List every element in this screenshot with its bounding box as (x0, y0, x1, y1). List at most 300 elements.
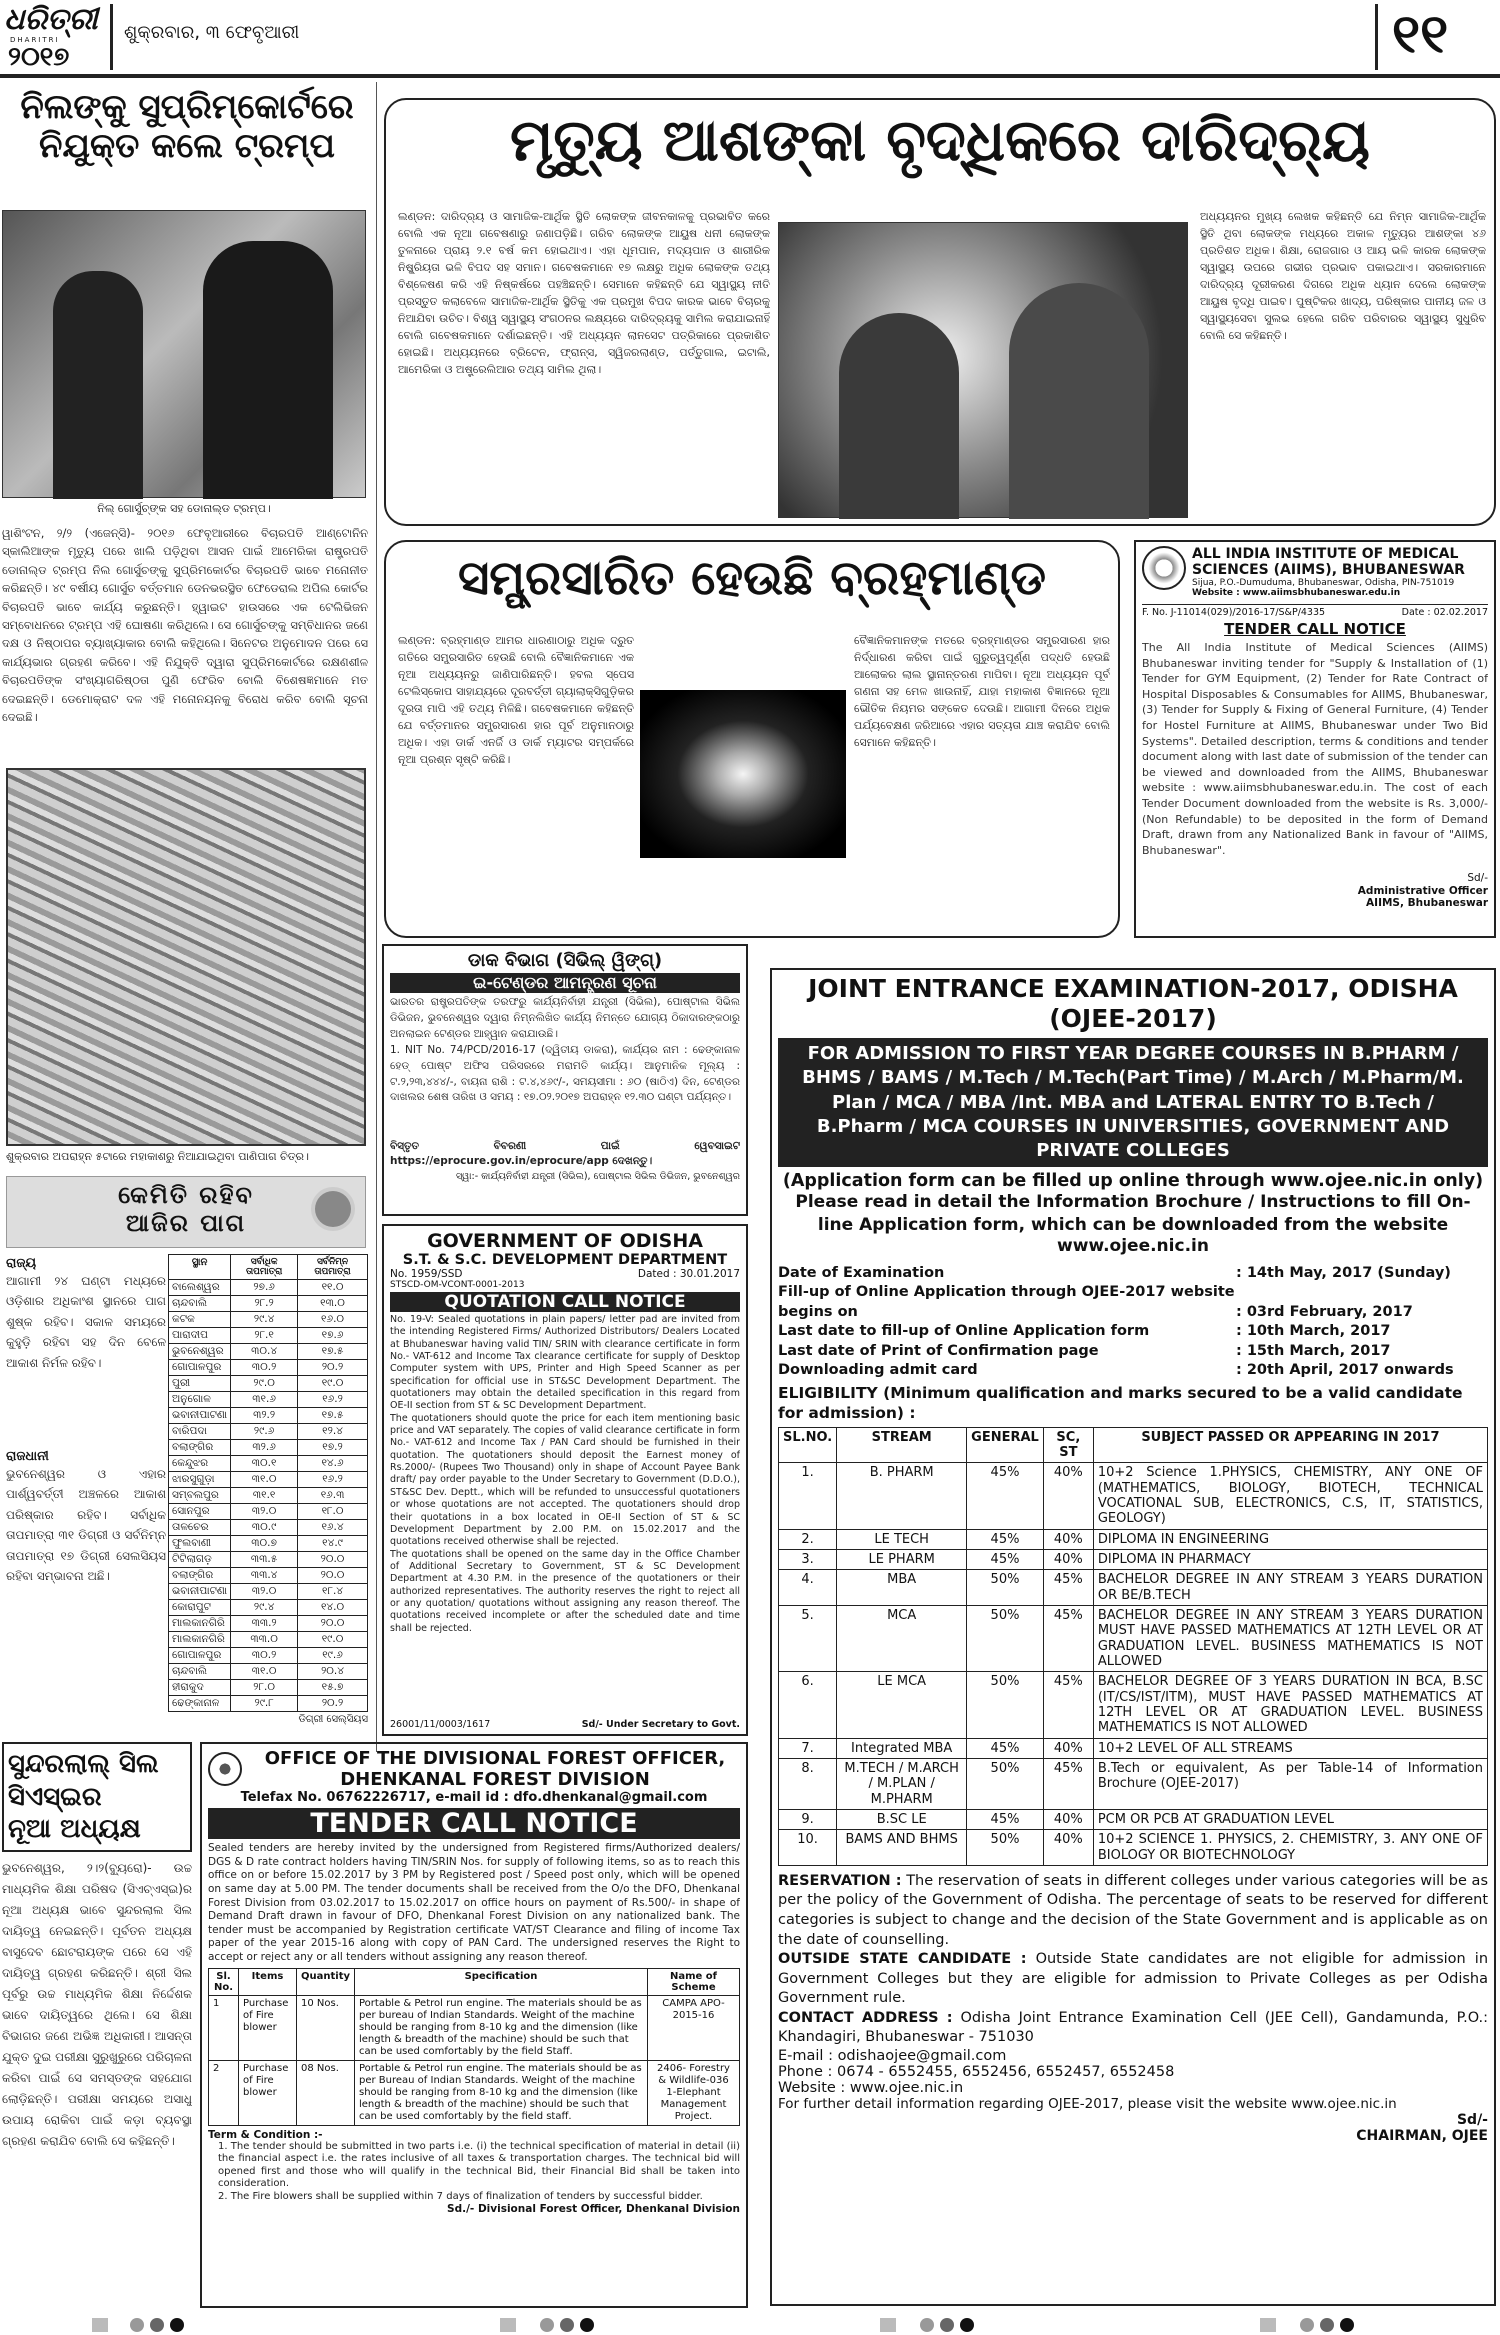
registration-dot (1340, 2318, 1354, 2332)
weather-table (168, 1254, 368, 1712)
ojee-cell: M.TECH / M.ARCH / M.PLAN / M.PHARM (837, 1758, 967, 1809)
ojee-title-2: (OJEE-2017) (1049, 1004, 1217, 1033)
weather-row (169, 1584, 368, 1600)
weather-max: ୩୨.୬ (231, 1440, 298, 1456)
aiims-signature (1142, 872, 1488, 910)
ojee-th: SL.NO. (779, 1428, 837, 1463)
weather-max: ୩୦.୯ (231, 1520, 298, 1536)
weather-row (169, 1360, 368, 1376)
weather-row (169, 1456, 368, 1472)
ojee-th: GENERAL (967, 1428, 1044, 1463)
weather-row (169, 1296, 368, 1312)
weather-row (169, 1696, 368, 1712)
weather-min: ୧୨.୪ (298, 1424, 368, 1440)
gorsuch-headline-2: ନିଯୁକ୍ତ କଲେ ଟ୍ରମ୍ପ (39, 126, 335, 167)
dfo-term: 2. The Fire blowers shall be supplied within 7 days of finalization of tenders by successful bidder. (218, 2190, 703, 2202)
ojee-cell: 50% (967, 1672, 1044, 1738)
trump-gorsuch-photo (2, 210, 366, 498)
stsc-ref: STSCD-OM-VCONT-0001-2013 (390, 1280, 525, 1290)
ojee-phone: Phone : 0674 - 6552455, 6552456, 6552457, 6552458 (778, 2063, 1175, 2080)
aiims-notice (1134, 540, 1496, 938)
ojee-contact: Odisha Joint Entrance Examination Cell (JEE Cell), Gandamunda, P.O.: Khandagiri, Bhubaneswar - 751030 (778, 2009, 1488, 2046)
weather-max: ୨୮.୨ (231, 1296, 298, 1312)
aiims-org-2: SCIENCES (AIIMS), BHUBANESWAR (1192, 562, 1465, 578)
weather-row (169, 1392, 368, 1408)
weather-place: ମାଲକାନଗିରି (169, 1632, 231, 1648)
stsc-footer (390, 1719, 740, 1730)
weather-place: ଭୁବନେଶ୍ୱର (169, 1344, 231, 1360)
ojee-cell: 50% (967, 1758, 1044, 1809)
weather-min: ୧୯.୦ (298, 1376, 368, 1392)
weather-min: ୧୭.୫ (298, 1344, 368, 1360)
emblem-icon (208, 1752, 242, 1786)
ojee-read: Please read in detail the Information Brochure / Instructions to fill On-line Application form, which can be downloaded from the website (795, 1192, 1471, 1235)
masthead-dateline: ଶୁକ୍ରବାର, ୩ ଫେବୃଆରୀ (124, 22, 300, 43)
universe-story (384, 540, 1120, 938)
dfo-row (209, 1995, 740, 2060)
ojee-cell: 45% (1043, 1758, 1093, 1809)
weather-place: ଗୋପାଳପୁର (169, 1648, 231, 1664)
weather-max: ୩୨.୨ (231, 1408, 298, 1424)
ojee-cell: 3. (779, 1549, 837, 1569)
ojee-date-value: : 15th March, 2017 (1236, 1342, 1391, 1359)
weather-max: ୩୧.୬ (231, 1392, 298, 1408)
weather-place: ଅନୁଗୋଳ (169, 1392, 231, 1408)
ojee-advertisement (770, 968, 1496, 2306)
poverty-col-1: ଲଣ୍ଡନ: ଦାରିଦ୍ର୍ୟ ଓ ସାମାଜିକ-ଆର୍ଥିକ ସ୍ଥିତି ଲୋକଙ୍କ ଜୀବନକାଳକୁ ପ୍ରଭାବିତ କରେ ବୋଲି ଏକ ନୂଆ ଗବେଷଣାରୁ ଜଣାପଡ଼ିଛି। ଗରିବ ଲୋକଙ୍କ ଆୟୁଷ ଧନୀ ଲୋକଙ୍କ ତୁଳନାରେ ପ୍ରାୟ ୨.୧ ବର୍ଷ କମ ହୋଇଥାଏ। ଏହା ଧୂମପାନ, ମଦ୍ୟପାନ ଓ ଶାରୀରିକ ନିଷ୍କ୍ରିୟତା ଭଳି ବିପଦ ସହ ସମାନ। ଗବେଷକମାନେ ୧୭ ଲକ୍ଷରୁ ଅଧିକ ଲୋକଙ୍କ ତଥ୍ୟ ବିଶ୍ଳେଷଣ କରି ଏହି ନିଷ୍କର୍ଷରେ ପହଞ୍ଚିଛନ୍ତି। ସେମାନେ କହିଛନ୍ତି ଯେ ସ୍ୱାସ୍ଥ୍ୟ ନୀତି ପ୍ରସ୍ତୁତ କଲାବେଳେ ସାମାଜିକ-ଆର୍ଥିକ ସ୍ଥିତିକୁ ଏକ ପ୍ରମୁଖ ବିପଦ କାରକ ଭାବେ ବିଚାରକୁ ନିଆଯିବା ଉଚିତ। ବିଶ୍ୱ ସ୍ୱାସ୍ଥ୍ୟ ସଂଗଠନର ଲକ୍ଷ୍ୟରେ ଦାରିଦ୍ର୍ୟକୁ ସାମିଲ କରାଯାଇନାହିଁ ବୋଲି ଗବେଷକମାନେ ଦର୍ଶାଇଛନ୍ତି। ଏହି ଅଧ୍ୟୟନ ଲାନସେଟ ପତ୍ରିକାରେ ପ୍ରକାଶିତ ହୋଇଛି। ଅଧ୍ୟୟନରେ ବ୍ରିଟେନ, ଫ୍ରାନ୍ସ, ସ୍ୱିଜରଲାଣ୍ଡ, ପର୍ତ୍ତୁଗାଲ, ଇଟାଲି, ଆମେରିକା ଓ ଅଷ୍ଟ୍ରେଲିଆର ତଥ୍ୟ ସାମିଲ ଥିଲା। (398, 210, 770, 377)
weather-max: ୩୨.୦ (231, 1584, 298, 1600)
weather-max: ୨୯.୦ (231, 1376, 298, 1392)
universe-col-2: ବୈଜ୍ଞାନିକମାନଙ୍କ ମତରେ ବ୍ରହ୍ମାଣ୍ଡର ସମ୍ପ୍ରସାରଣ ହାର ନିର୍ଦ୍ଧାରଣ କରିବା ପାଇଁ ଗୁରୁତ୍ୱପୂର୍ଣ୍ଣ ପଦ୍ଧତି ହେଉଛି ଆଲୋକର ଲାଲ ସ୍ଥାନାନ୍ତରଣ ମାପିବା। ନୂଆ ଅଧ୍ୟୟନ ପୂର୍ବ ଗଣନା ସହ ମେଳ ଖାଉନାହିଁ, ଯାହା ମହାକାଶ ବିଜ୍ଞାନରେ ନୂଆ ଭୌତିକ ନିୟମର ସଙ୍କେତ ଦେଉଛି। ଆଗାମୀ ଦିନରେ ଅଧିକ ପର୍ଯ୍ୟବେକ୍ଷଣ ଜରିଆରେ ଏହାର ସତ୍ୟତା ଯାଞ୍ଚ କରାଯିବ ବୋଲି ସେମାନେ କହିଛନ୍ତି। (854, 634, 1110, 750)
stsc-foot-right: Sd/- Under Secretary to Govt. (581, 1719, 740, 1730)
ojee-cell: 45% (967, 1549, 1044, 1569)
weather-max: ୩୩.୪ (231, 1568, 298, 1584)
weather-min: ୧୪.୬ (298, 1456, 368, 1472)
weather-min: ୧୬.୪ (298, 1520, 368, 1536)
ojee-cell: DIPLOMA IN ENGINEERING (1093, 1529, 1487, 1549)
universe-col-1: ଲଣ୍ଡନ: ବ୍ରହ୍ମାଣ୍ଡ ଆମର ଧାରଣାଠାରୁ ଅଧିକ ଦ୍ରୁତ ଗତିରେ ସମ୍ପ୍ରସାରିତ ହେଉଛି ବୋଲି ବୈଜ୍ଞାନିକମାନେ ଏକ ନୂଆ ଅଧ୍ୟୟନରୁ ଜାଣିପାରିଛନ୍ତି। ହବଲ ସ୍ପେସ ଟେଲିସ୍କୋପ ସାହାଯ୍ୟରେ ଦୂରବର୍ତ୍ତୀ ଗ୍ୟାଲାକ୍ସିଗୁଡ଼ିକର ଦୂରତା ମାପି ଏହି ତଥ୍ୟ ମିଳିଛି। ଗବେଷକମାନେ କହିଛନ୍ତି ଯେ ବର୍ତ୍ତମାନର ସମ୍ପ୍ରସାରଣ ହାର ପୂର୍ବ ଅନୁମାନଠାରୁ ଅଧିକ। ଏହା ଡାର୍କ ଏନର୍ଜି ଓ ଡାର୍କ ମ୍ୟାଟର ସମ୍ପର୍କରେ ନୂଆ ପ୍ରଶ୍ନ ସୃଷ୍ଟି କରିଛି। (398, 634, 634, 767)
weather-place: ବଲାଙ୍ଗିର (169, 1440, 231, 1456)
ojee-date-value: : 03rd February, 2017 (1236, 1303, 1413, 1320)
ojee-row (779, 1830, 1488, 1866)
ojee-cell: 45% (1043, 1605, 1093, 1671)
dfo-th: Sl. No. (209, 1968, 239, 1995)
aiims-logo-icon (1142, 546, 1186, 590)
ojee-cell: LE MCA (837, 1672, 967, 1738)
weather-max: ୩୦.୨ (231, 1360, 298, 1376)
weather-place: ବାଲେଶ୍ୱର (169, 1280, 231, 1296)
weather-state-label: ରାଜ୍ୟ (6, 1256, 37, 1271)
dfo-th: Specification (355, 1968, 648, 1995)
ojee-cell: B. PHARM (837, 1463, 967, 1529)
weather-min: ୧୬.୦ (298, 1312, 368, 1328)
ojee-row (779, 1570, 1488, 1606)
column-rule-1 (376, 82, 377, 1752)
ojee-cell: 40% (1043, 1529, 1093, 1549)
weather-min: ୧୯.୦ (298, 1632, 368, 1648)
ojee-date-label: begins on (778, 1303, 858, 1320)
poverty-story (384, 98, 1496, 526)
weather-row (169, 1376, 368, 1392)
dfo-title: TENDER CALL NOTICE (208, 1808, 740, 1839)
sil-headline-1: ସୁନ୍ଦରଲାଲ୍ ସିଲ (8, 1749, 159, 1779)
poverty-headline: ମୃତ୍ୟୁ ଆଶଙ୍କା ବୃଦ୍ଧିକରେ ଦାରିଦ୍ର୍ୟ (510, 106, 1370, 174)
stsc-dated: Dated : 30.01.2017 (637, 1268, 740, 1280)
photo-figure-right (203, 241, 333, 499)
ojee-cell: 40% (1043, 1830, 1093, 1866)
weather-section (2, 764, 370, 1724)
ojee-date-value: : 20th April, 2017 onwards (1236, 1362, 1454, 1379)
dfo-contact: Telefax No. 06762226717, e-mail id : dfo.dhenkanal@gmail.com (240, 1790, 708, 1805)
ojee-cell: 9. (779, 1809, 837, 1829)
weather-max: ୨୮.୧ (231, 1328, 298, 1344)
ojee-outside-label: OUTSIDE STATE CANDIDATE : (778, 1951, 1027, 1968)
ojee-cell: 40% (1043, 1463, 1093, 1529)
weather-place: ପାରାଦୀପ (169, 1328, 231, 1344)
ojee-cell: LE PHARM (837, 1549, 967, 1569)
ojee-dates (778, 1264, 1488, 1381)
masthead-divider-right (1375, 4, 1378, 70)
postal-sign: ସ୍ୱା:- କାର୍ଯ୍ୟନିର୍ବାହୀ ଯନ୍ତ୍ରୀ (ସିଭିଲ), ପୋଷ୍ଟାଲ ସିଭିଲ ଡିଭିଜନ, ଭୁବନେଶ୍ୱର (455, 1171, 740, 1182)
registration-dot (1320, 2318, 1334, 2332)
stsc-body-3: The quotations shall be opened on the same day in the Office Chamber of Additional Secretary to Government, ST & SC Development Department at 4.30 P.M. in the presence of the quotationers or their authorized representatives. The authority reserves the right to reject all or any quotation/ quotations without assigning any reason thereof. The quotations received incomplete or after the scheduled date and time shall be rejected. (390, 1548, 740, 1634)
ojee-cell: BACHELOR DEGREE IN ANY STREAM 3 YEARS DURATION MUST HAVE PASSED MATHEMATICS AT 12TH LEVEL OR AT GRADUATION LEVEL. BUSINESS MATHEMATICS IS NOT ALLOWED (1093, 1605, 1487, 1671)
weather-place: ଫୁଲବାଣୀ (169, 1536, 231, 1552)
ojee-title-1: JOINT ENTRANCE EXAMINATION-2017, ODISHA (808, 974, 1458, 1003)
weather-max: ୩୦.୨ (231, 1648, 298, 1664)
weather-place: ବାରିପଦା (169, 1424, 231, 1440)
aiims-file-no: F. No. J-11014(029)/2016-17/S&P/4335 (1142, 607, 1326, 618)
weather-row (169, 1472, 368, 1488)
weather-place: ମାଲକାନଗିରି (169, 1616, 231, 1632)
weather-max: ୩୩.୦ (231, 1632, 298, 1648)
weather-row (169, 1520, 368, 1536)
weather-table-wrap (168, 1254, 368, 1725)
ojee-cell: B.SC LE (837, 1809, 967, 1829)
weather-th-min: ସର୍ବନିମ୍ନ ତାପମାତ୍ରା (298, 1255, 368, 1280)
weather-heading-2: ଆଜିର ପାଗ (125, 1209, 247, 1237)
postal-intro: ଭାରତର ରାଷ୍ଟ୍ରପତିଙ୍କ ତରଫରୁ କାର୍ଯ୍ୟନିର୍ବାହୀ ଯନ୍ତ୍ରୀ (ସିଭିଲ), ପୋଷ୍ଟାଲ ସିଭିଲ ଡିଭିଜନ, ଭୁବନେଶ୍ୱର ଦ୍ୱାରା ନିମ୍ନଲିଖିତ କାର୍ଯ୍ୟ ନିମନ୍ତେ ଯୋଗ୍ୟ ଠିକାଦାରଙ୍କଠାରୁ ଅନଲାଇନ ଟେଣ୍ଡର ଆହ୍ୱାନ କରାଯାଉଛି। (390, 996, 740, 1040)
weather-th-max: ସର୍ବାଧିକ ତାପମାତ୍ରା (231, 1255, 298, 1280)
weather-row (169, 1440, 368, 1456)
dfo-cell: 2 (209, 2060, 239, 2125)
stsc-org-2: S.T. & S.C. DEVELOPMENT DEPARTMENT (402, 1252, 728, 1268)
aiims-sign-1: Sd/- (1467, 872, 1488, 884)
ojee-date-label: Last date to fill-up of Online Application form (778, 1323, 1150, 1340)
dfo-th: Name of Scheme (648, 1968, 740, 1995)
weather-min: ୧୧.୦ (298, 1280, 368, 1296)
dfo-cell: 10 Nos. (297, 1995, 355, 2060)
ojee-website: Website : www.ojee.nic.in (778, 2079, 964, 2096)
weather-row (169, 1664, 368, 1680)
ojee-cell: 45% (1043, 1672, 1093, 1738)
dfo-org-2: DHENKANAL FOREST DIVISION (340, 1769, 650, 1790)
ojee-date-label: Downloading admit card (778, 1362, 978, 1379)
weather-row (169, 1552, 368, 1568)
weather-row (169, 1344, 368, 1360)
weather-place: ସମ୍ବଲପୁର (169, 1488, 231, 1504)
aiims-ref-row (1142, 604, 1488, 618)
weather-row (169, 1280, 368, 1296)
weather-min: ୨୦.୨ (298, 1360, 368, 1376)
ojee-sign-2: CHAIRMAN, OJEE (1356, 2127, 1488, 2144)
registration-dot (580, 2318, 594, 2332)
weather-place: ଟିଟିଲାଗଡ଼ (169, 1552, 231, 1568)
weather-capital-text: ଭୁବନେଶ୍ୱର ଓ ଏହାର ପାର୍ଶ୍ୱବର୍ତ୍ତୀ ଅଞ୍ଚଳରେ ଆକାଶ ପରିଷ୍କାର ରହିବ। ସର୍ବାଧିକ ତାପମାତ୍ରା ୩୧ ଡିଗ୍ରୀ ଓ ସର୍ବନିମ୍ନ ତାପମାତ୍ରା ୧୭ ଡିଗ୍ରୀ ସେଲସିୟସ ରହିବା ସମ୍ଭାବନା ଅଛି। (6, 1467, 166, 1583)
gorsuch-headline-1: ନିଲଙ୍କୁ ସୁପ୍ରିମ୍‌କୋର୍ଟରେ (20, 87, 354, 127)
registration-dot (540, 2318, 554, 2332)
ojee-date-row (778, 1303, 1488, 1323)
weather-place: ଭବାନୀପାଟଣା (169, 1584, 231, 1600)
weather-place: ଝାରସୁଗୁଡ଼ା (169, 1472, 231, 1488)
dfo-cell: Purchase of Fire blower (239, 2060, 297, 2125)
ojee-cell: 1. (779, 1463, 837, 1529)
weather-max: ୩୨.୦ (231, 1504, 298, 1520)
weather-state-text: ଆଗାମୀ ୨୪ ଘଣ୍ଟା ମଧ୍ୟରେ ଓଡ଼ିଶାର ଅଧିକାଂଶ ସ୍ଥାନରେ ପାଗ ଶୁଷ୍କ ରହିବ। ସକାଳ ସମୟରେ କୁହୁଡ଼ି ରହିବା ସହ ଦିନ ବେଳେ ଆକାଶ ନିର୍ମଳ ରହିବ। (6, 1274, 166, 1370)
weather-place: ବଲାଙ୍ଗିର (169, 1568, 231, 1584)
weather-place: ଗୋପାଳପୁର (169, 1360, 231, 1376)
weather-row (169, 1648, 368, 1664)
dfo-body: Sealed tenders are hereby invited by the undersigned from Registered firms/Authorized dealers/ DGS & D rate contract holders having TIN/SRIN Nos. for supply of following items, so as to reach this office on or before 15.02.2017 by 3 PM by Registered post / Speed post only, which will be opened on same day at 5.00 PM. The tender documents shall be received from the O/o the DFO, Dhenkanal Forest Division from 03.02.2017 to 15.02.2017 on office hours on payment of Rs.500/- in shape of Demand Draft drawn in favour of DFO, Dhenkanal Forest Division on any nationalized bank. The tender must be accompanied by Registration certificate VAT/ST Clearance and filing of income Tax paper of the year 2015-16 along with copy of PAN Card. The undersigned reserves the Right to accept or reject any or all tenders without assigning any reason thereof. (208, 1842, 740, 1964)
stsc-foot-left: 26001/11/0003/1617 (390, 1719, 491, 1730)
ojee-date-value: : 10th March, 2017 (1236, 1323, 1391, 1340)
weather-place: ଢେଙ୍କାନାଳ (169, 1696, 231, 1712)
aiims-sign-2: Administrative Officer (1357, 884, 1488, 897)
registration-dot (560, 2318, 574, 2332)
stsc-title: QUOTATION CALL NOTICE (390, 1292, 740, 1312)
photo-child-2 (1009, 283, 1149, 519)
ojee-outside-para (778, 1950, 1488, 2009)
sil-headline-2: ସିଏସ୍‌ଇର (8, 1781, 102, 1812)
registration-dot (1300, 2318, 1314, 2332)
ojee-cell: 10+2 LEVEL OF ALL STREAMS (1093, 1738, 1487, 1758)
ojee-cell: B.Tech or equivalent, As per Table-14 of Information Brochure (OJEE-2017) (1093, 1758, 1487, 1809)
weather-max: ୩୦.୪ (231, 1344, 298, 1360)
weather-min: ୧୬.୨ (298, 1392, 368, 1408)
registration-dot (170, 2318, 184, 2332)
ojee-cell: DIPLOMA IN PHARMACY (1093, 1549, 1487, 1569)
ojee-cell: 45% (967, 1809, 1044, 1829)
weather-max: ୩୩.୫ (231, 1552, 298, 1568)
aiims-org-1: ALL INDIA INSTITUTE OF MEDICAL (1192, 546, 1459, 562)
ojee-cell: 2. (779, 1529, 837, 1549)
ojee-date-row (778, 1361, 1488, 1381)
weather-min: ୧୬.୩ (298, 1488, 368, 1504)
dfo-header (208, 1748, 740, 1790)
weather-row (169, 1488, 368, 1504)
dfo-terms-title: Term & Condition :- (208, 2128, 323, 2141)
weather-min: ୧୩.୦ (298, 1296, 368, 1312)
registration-dot (960, 2318, 974, 2332)
ojee-date-row (778, 1283, 1488, 1303)
weather-min: ୧୯.୬ (298, 1648, 368, 1664)
ojee-date-row (778, 1264, 1488, 1284)
weather-caption: ଶୁକ୍ରବାର ଅପରାହ୍ନ ୫ଟାରେ ମହାକାଶରୁ ନିଆଯାଇଥିବା ପାଣିପାଗ ଚିତ୍ର। (6, 1150, 309, 1163)
ojee-cell: 10+2 Science 1.PHYSICS, CHEMISTRY, ANY ONE OF (MATHEMATICS, BIOLOGY, BIOTECH, TECHNICAL VOCATIONAL SUB, ELECTRONICS, C.S, IT, STATISTICS, GEOLOGY) (1093, 1463, 1487, 1529)
weather-place: ଭବାନୀପାଟଣା (169, 1408, 231, 1424)
weather-min: ୨୦.୦ (298, 1568, 368, 1584)
dfo-row (209, 2060, 740, 2125)
ojee-cell: 5. (779, 1605, 837, 1671)
dfo-terms (208, 2141, 740, 2204)
ojee-reservation: The reservation of seats in different colleges under various categories will be as per the policy of the Government of Odisha. The percentage of seats to be reserved for different categories is subject to change and the decision of the State Government and is applicable as on the date of counselling. (778, 1872, 1488, 1948)
weather-min: ୧୭.୨ (298, 1440, 368, 1456)
weather-row (169, 1600, 368, 1616)
ojee-online: (Application form can be filled up online through www.ojee.nic.in only) (782, 1171, 1484, 1192)
weather-max: ୨୯.୬ (231, 1424, 298, 1440)
weather-min: ୨୦.୪ (298, 1664, 368, 1680)
ojee-table (778, 1427, 1488, 1866)
ojee-cell: 40% (1043, 1738, 1093, 1758)
stsc-no: No. 1959/SSD (390, 1268, 463, 1280)
registration-mark (92, 2318, 108, 2332)
dfo-term: 1. The tender should be submitted in two parts i.e. (i) the technical specification of material in detail (ii) the financial aspect i.e. the rates inclusive of all taxes & transportation charges. The technical bid will opened first and those who will qualify in the technical Bid, their Financial Bid shall be taken into consideration. (218, 2140, 740, 2190)
universe-headline: ସମ୍ପ୍ରସାରିତ ହେଉଛି ବ୍ରହ୍ମାଣ୍ଡ (457, 550, 1047, 606)
weather-row (169, 1424, 368, 1440)
dfo-sign: Sd./- Divisional Forest Officer, Dhenkanal Division (447, 2203, 740, 2216)
dfo-cell: Portable & Petrol run engine. The materials should be as per Bureau of Indian Standards. Weight of the machine should be ranging from 8-10 kg and the dimension (like length & breadth of the machine) should be such that can be used comfortably by the field staff. (355, 2060, 648, 2125)
registration-mark (500, 2318, 516, 2332)
aiims-date: Date : 02.02.2017 (1401, 607, 1488, 618)
ojee-row (779, 1809, 1488, 1829)
dfo-cell: 08 Nos. (297, 2060, 355, 2125)
ojee-cell: MBA (837, 1570, 967, 1606)
ojee-date-row (778, 1322, 1488, 1342)
ojee-email: E-mail : odishaojee@gmail.com (778, 2047, 1007, 2064)
aiims-body: The All India Institute of Medical Sciences (AIIMS) Bhubaneswar inviting tender for "Supply & Installation of (1) Tender for GYM Equipment, (2) Tender for Rate Contract of Hospital Disposables & Consumables for AIIMS, Bhubaneswar, (3) Tender for Supply & Fixing of General Furniture, (4) Tender for Hostel Furniture at AIIMS, Bhubaneswar under Two Bid Systems". Detailed description, terms & conditions and tender document along with last date of submission of the tender can be viewed and downloaded from the AIIMS, Bhubaneswar website : www.aiimsbhubaneswar.edu.in. The cost of each Tender Document downloaded from the website is Rs. 3,000/- (Non Refundable) to be deposited in the form of Demand Draft, drawn from any Nationalized Bank in favour of "AIIMS, Bhubaneswar". (1142, 641, 1488, 857)
gorsuch-photo-caption: ନିଲ୍ ଗୋର୍ସୁଚ୍‌ଙ୍କ ସହ ଡୋନାଲ୍ଡ ଟ୍ରମ୍ପ। (97, 502, 271, 515)
weather-place: ହୀରାକୁଦ (169, 1680, 231, 1696)
weather-max: ୨୯.୮ (231, 1696, 298, 1712)
weather-max: ୨୯.୪ (231, 1312, 298, 1328)
ojee-cell: 45% (967, 1738, 1044, 1758)
masthead (0, 0, 1500, 78)
dfo-table (208, 1968, 740, 2126)
weather-min: ୧୭.୫ (298, 1408, 368, 1424)
aiims-address: Sijua, P.O.-Dumuduma, Bhubaneswar, Odisha, PIN-751019 (1192, 578, 1455, 588)
postal-item: 1. NIT No. 74/PCD/2016-17 (ଦ୍ୱିତୀୟ ଡାକରା), କାର୍ଯ୍ୟର ନାମ : ଢେଙ୍କାନାଳ ହେଡ୍ ପୋଷ୍ଟ ଅଫିସ ପରିସରରେ ମରାମତି କାର୍ଯ୍ୟ। ଆନୁମାନିକ ମୂଲ୍ୟ : ଟ.୨,୨୩,୪୪୪/-, ବାୟନା ରାଶି : ଟ.୪,୪୬୯/-, ସମୟସୀମା : ୬୦ (ଷାଠିଏ) ଦିନ, ଟେଣ୍ଡର ଦାଖଲର ଶେଷ ତାରିଖ ଓ ସମୟ : ୧୭.୦୨.୨୦୧୭ ଅପରାହ୍ନ ୧୨.୩୦ ଘଣ୍ଟା ପର୍ଯ୍ୟନ୍ତ। (390, 1044, 740, 1104)
postal-web: ବିସ୍ତୃତ ବିବରଣୀ ପାଇଁ ୱେବସାଇଟ https://eprocure.gov.in/eprocure/app ଦେଖନ୍ତୁ। (390, 1140, 740, 1168)
ojee-date-label: Fill-up of Online Application through OJEE-2017 website (778, 1284, 1235, 1301)
masthead-logo-sub: DHARITRI (10, 36, 60, 44)
ojee-cell: BACHELOR DEGREE IN ANY STREAM 3 YEARS DURATION OR BE/B.TECH (1093, 1570, 1487, 1606)
weather-text (6, 1256, 166, 1716)
weather-max: ୩୦.୭ (231, 1536, 298, 1552)
masthead-divider (110, 4, 113, 70)
ojee-admission: FOR ADMISSION TO FIRST YEAR DEGREE COURSES IN B.PHARM / BHMS / BAMS / M.Tech / M.Tech(Part Time) / M.Arch / M.Pharm/M. Plan / MCA / MBA /Int. MBA and LATERAL ENTRY TO B.Tech / B.Pharm / MCA COURSES IN UNIVERSITIES, GOVERNMENT AND PRIVATE COLLEGES (778, 1038, 1488, 1167)
weather-max: ୨୮.୦ (231, 1680, 298, 1696)
weather-max: ୨୯.୪ (231, 1600, 298, 1616)
weather-place: ପୁରୀ (169, 1376, 231, 1392)
ojee-cell: 45% (967, 1529, 1044, 1549)
ojee-cell: LE TECH (837, 1529, 967, 1549)
photo-figure-left (53, 271, 143, 499)
weather-row (169, 1408, 368, 1424)
weather-row (169, 1616, 368, 1632)
weather-min: ୧୬.୨ (298, 1472, 368, 1488)
dfo-tender (200, 1742, 748, 2308)
weather-row (169, 1328, 368, 1344)
weather-max: ୩୦.୧ (231, 1456, 298, 1472)
dfo-cell: CAMPA APO-2015-16 (648, 1995, 740, 2060)
ojee-cell: BACHELOR DEGREE OF 3 YEARS DURATION IN BCA, B.SC (IT/CS/IST/ITM), MUST HAVE PASSED MATHEMATICS AT 12TH LEVEL OR AT GRADUATION LEVEL. BUSINESS MATHEMATICS IS NOT ALLOWED (1093, 1672, 1487, 1738)
ojee-cell: 45% (1043, 1570, 1093, 1606)
dfo-cell: 1 (209, 1995, 239, 2060)
ojee-date-label: Date of Examination (778, 1264, 945, 1281)
weather-max: ୩୩.୨ (231, 1616, 298, 1632)
ojee-row (779, 1549, 1488, 1569)
weather-row (169, 1680, 368, 1696)
weather-row (169, 1568, 368, 1584)
weather-max: ୨୭.୬ (231, 1280, 298, 1296)
sil-headline-3: ନୂଆ ଅଧ୍ୟକ୍ଷ (8, 1814, 141, 1844)
weather-min: ୧୮.୪ (298, 1584, 368, 1600)
weather-max: ୩୧.୦ (231, 1472, 298, 1488)
ojee-sign-1: Sd/- (1456, 2111, 1488, 2128)
ojee-further: For further detail information regarding OJEE-2017, please visit the website www.ojee.nic.in (778, 2095, 1397, 2112)
ojee-cell: BAMS AND BHMS (837, 1830, 967, 1866)
weather-credit: ଡିଗ୍ରୀ ସେଲ୍‌ସିୟସ (298, 1714, 368, 1725)
weather-max: ୩୧.୧ (231, 1488, 298, 1504)
stsc-body-2: The quotationers should quote the price for each item mentioning basic price and VAT separately. The copies of valid clearance certificate in form No.- VAT-612 and Income Tax / PAN Card should be furnished in their quotation. The quotationers should deposit the Earnest money of Rs.2000/- (Rupees Two Thousand) only in shape of Account Payee Bank draft/ pay order payable to the Under Secretary to Government (D.D.O.), ST&SC Dev. Deptt., which will be refunded to unsuccessful quotationers or whose quotations are not accepted. The quotationers should drop their quotations in a box located in OE-II Section of ST & SC Development Department by 2.00 P.M. on 15.02.2017 and the quotations received otherwise shall be rejected. (390, 1412, 740, 1548)
ojee-eligibility: ELIGIBILITY (Minimum qualification and marks secured to be a valid candidate for admission) : (778, 1384, 1463, 1423)
page-number: ୧୧ (1392, 2, 1449, 65)
ojee-reservation-label: RESERVATION : (778, 1872, 902, 1889)
ojee-cell: 45% (967, 1463, 1044, 1529)
stsc-body-1: No. 19-V: Sealed quotations in plain papers/ letter pad are invited from the intending Registered Firms/ Authorized Distributors/ Dealers Located at Bhubaneswar having valid TIN/ SRIN with clearance certificate in form No.- VAT-612 and Income Tax clearance certificate for supply of Desktop Computer system with UPS, Printer and High Speed Scanner as per specification for official use in ST&SC Development Department. The quotationers may obtain the detailed specification in this regard from OE-II section from ST & SC Development Department. (390, 1314, 740, 1412)
ojee-th: SC, ST (1043, 1428, 1093, 1463)
masthead-rule (0, 74, 1500, 78)
weather-place: ତାଳଚେର (169, 1520, 231, 1536)
weather-th-place: ସ୍ଥାନ (169, 1255, 231, 1280)
aiims-sign-3: AIIMS, Bhubaneswar (1366, 897, 1488, 910)
galaxy-photo (640, 690, 846, 858)
ojee-row (779, 1529, 1488, 1549)
weather-min: ୧୪.୦ (298, 1600, 368, 1616)
weather-place: ଚାନ୍ଦବାଲି (169, 1664, 231, 1680)
weather-max: ୩୧.୦ (231, 1664, 298, 1680)
weather-row (169, 1536, 368, 1552)
weather-row (169, 1632, 368, 1648)
ojee-row (779, 1738, 1488, 1758)
weather-min: ୧୮.୦ (298, 1504, 368, 1520)
ojee-row (779, 1463, 1488, 1529)
masthead-logo: ଧରିତ୍ରୀ (4, 2, 98, 37)
ojee-row (779, 1672, 1488, 1738)
dfo-cell: Portable & Petrol run engine. The materials should be as per bureau of Indian Standards. Weight of the machine should be ranging from 8-10 kg and the dimension (like length & breadth of the machine) should be such that can be used comfortably by the field Staff. (355, 1995, 648, 2060)
ojee-cell: 8. (779, 1758, 837, 1809)
gorsuch-body: ୱାଶିଂଟନ, ୨/୨ (ଏଜେନ୍ସି)- ୨୦୧୬ ଫେବୃଆରୀରେ ବିଚାରପତି ଆଣ୍ଟୋନିନ ସ୍କାଲିଆଙ୍କ ମୃତ୍ୟୁ ପରେ ଖାଲି ପଡ଼ିଥିବା ଆସନ ପାଇଁ ଆମେରିକା ରାଷ୍ଟ୍ରପତି ଡୋନାଲ୍ଡ ଟ୍ରମ୍ପ ନିଲ ଗୋର୍ସୁଚଙ୍କୁ ସୁପ୍ରିମକୋର୍ଟର ବିଚାରପତି ଭାବେ ମନୋନୀତ କରିଛନ୍ତି। ୪୯ ବର୍ଷୀୟ ଗୋର୍ସୁଚ ବର୍ତ୍ତମାନ ଡେନଭରସ୍ଥିତ ଫେଡେରାଲ ଅପିଲ କୋର୍ଟର ବିଚାରପତି ଭାବେ କାର୍ଯ୍ୟ କରୁଛନ୍ତି। ହ୍ୱାଇଟ ହାଉସରେ ଏକ ଟେଲିଭିଜନ ସମ୍ବୋଧନରେ ଟ୍ରମ୍ପ ଏହି ଘୋଷଣା କରିଥିଲେ। ସେ ଗୋର୍ସୁଚଙ୍କୁ ସମ୍ବିଧାନର ଜଣେ ଦକ୍ଷ ଓ ନିଷ୍ଠାପର ବ୍ୟାଖ୍ୟାକାର ବୋଲି କହିଥିଲେ। ସିନେଟର ଅନୁମୋଦନ ପରେ ସେ କାର୍ଯ୍ୟଭାର ଗ୍ରହଣ କରିବେ। ଏହି ନିଯୁକ୍ତି ଦ୍ୱାରା ସୁପ୍ରିମକୋର୍ଟରେ ରକ୍ଷଣଶୀଳ ବିଚାରପତିଙ୍କ ସଂଖ୍ୟାଗରିଷ୍ଠତା ପୁଣି ଫେରିବ ବୋଲି ବିଶେଷଜ୍ଞମାନେ ମତ ଦେଇଛନ୍ତି। ଡେମୋକ୍ରାଟ ଦଳ ଏହି ମନୋନୟନକୁ ବିରୋଧ କରିବ ବୋଲି ସୂଚନା ଦେଇଛି। (2, 526, 368, 724)
registration-dot (940, 2318, 954, 2332)
registration-dot (130, 2318, 144, 2332)
stsc-org-1: GOVERNMENT OF ODISHA (427, 1230, 703, 1252)
ojee-date-value: : 14th May, 2017 (Sunday) (1236, 1264, 1451, 1281)
ojee-cell: Integrated MBA (837, 1738, 967, 1758)
ojee-cell: 50% (967, 1570, 1044, 1606)
ojee-contact-label: CONTACT ADDRESS : (778, 2009, 953, 2026)
registration-mark (1260, 2318, 1276, 2332)
dfo-org-1: OFFICE OF THE DIVISIONAL FOREST OFFICER, (264, 1748, 726, 1769)
postal-title: ଡାକ ବିଭାଗ (ସିଭିଲ୍ ୱିଙ୍ଗ୍) (467, 950, 663, 971)
aiims-title: TENDER CALL NOTICE (1224, 620, 1406, 638)
weather-place: କୋରାପୁଟ (169, 1600, 231, 1616)
registration-dot (920, 2318, 934, 2332)
registration-mark (880, 2318, 896, 2332)
weather-min: ୧୭.୬ (298, 1328, 368, 1344)
ojee-row (779, 1758, 1488, 1809)
weather-min: ୨୦.୦ (298, 1616, 368, 1632)
sil-headline-box (2, 1742, 192, 1852)
